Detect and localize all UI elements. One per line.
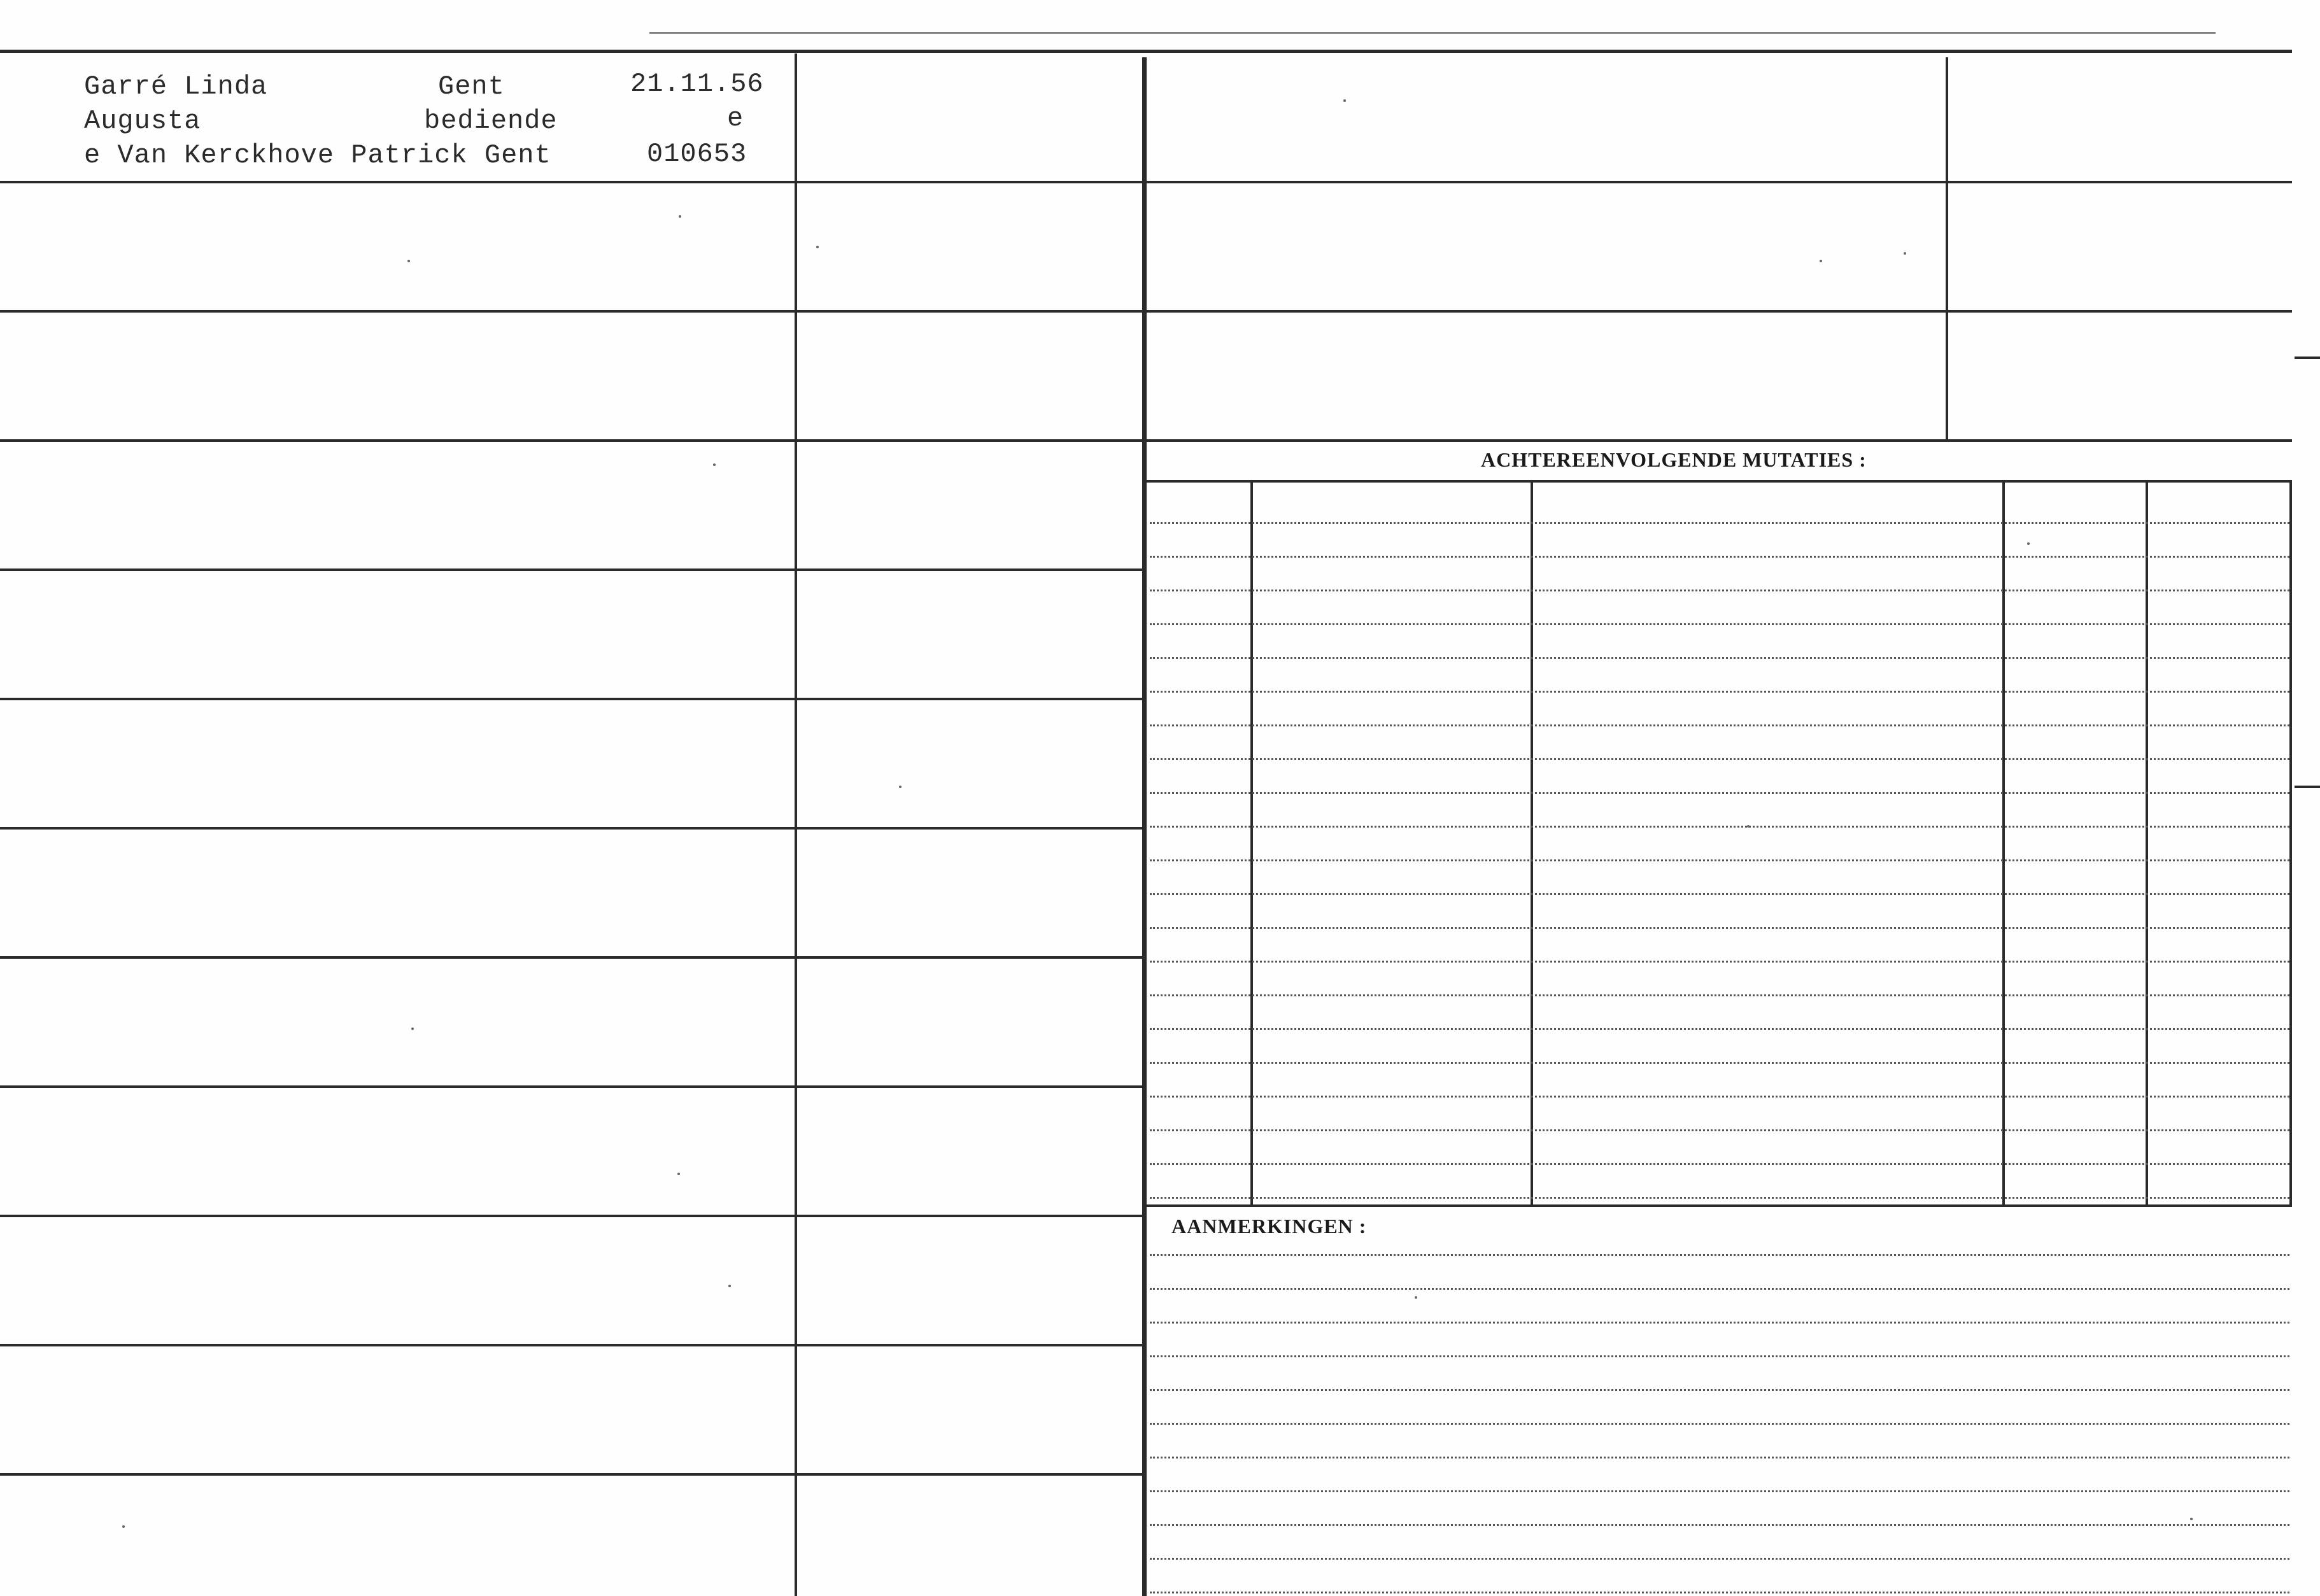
mutation-line	[1150, 691, 2289, 693]
top-border	[0, 50, 2292, 53]
row-divider	[0, 310, 1142, 313]
scan-speck	[2190, 1518, 2193, 1520]
mutation-line	[1150, 623, 2289, 625]
right-upper-divider	[1946, 57, 1948, 439]
mutation-line	[1150, 556, 2289, 558]
row-divider	[0, 956, 1142, 959]
mutation-line	[1150, 792, 2289, 794]
right-row-divider	[1147, 181, 2292, 183]
scan-speck	[1904, 252, 1906, 255]
place: Gent	[438, 71, 505, 102]
right-row-divider	[1147, 439, 2292, 442]
row-divider	[0, 1215, 1142, 1217]
mutation-line	[1150, 1028, 2289, 1030]
scan-speck	[816, 246, 819, 248]
right-row-divider	[1147, 310, 2292, 313]
row-divider	[0, 568, 1142, 571]
mutations-header-line	[1147, 480, 2292, 483]
spouse-line: e Van Kerckhove Patrick Gent	[84, 140, 551, 171]
scan-speck	[1747, 825, 1750, 828]
scan-speck	[122, 1525, 125, 1528]
scan-speck	[713, 463, 716, 466]
scan-speck	[679, 215, 681, 218]
scan-speck	[677, 1173, 680, 1175]
date: 21.11.56	[630, 69, 764, 99]
mutation-line	[1150, 1163, 2289, 1165]
remark-line	[1150, 1355, 2289, 1357]
scan-speck	[1415, 1296, 1417, 1299]
mutation-line	[1150, 590, 2289, 591]
remark-line	[1150, 1322, 2289, 1324]
remark-line	[1150, 1288, 2289, 1290]
row-divider	[0, 1344, 1142, 1346]
left-column-divider	[795, 53, 797, 1596]
mutations-heading: ACHTEREENVOLGENDE MUTATIES :	[1481, 448, 1867, 471]
scan-speck	[728, 1285, 731, 1287]
mutation-line	[1150, 826, 2289, 828]
remark-line	[1150, 1490, 2289, 1492]
scan-speck	[1343, 99, 1346, 102]
mutation-line	[1150, 724, 2289, 726]
row-divider	[0, 439, 1142, 442]
margin-tick	[2295, 357, 2320, 359]
mutation-line	[1150, 1096, 2289, 1098]
mutations-col-divider	[2289, 483, 2292, 1204]
mutation-line	[1150, 657, 2289, 659]
scan-speck	[899, 786, 902, 788]
mutation-line	[1150, 927, 2289, 929]
remark-line	[1150, 1457, 2289, 1458]
mutation-line	[1150, 758, 2289, 760]
scan-speck	[1820, 260, 1822, 262]
scan-speck	[2027, 542, 2030, 545]
remark-line	[1150, 1592, 2289, 1593]
code: 010653	[647, 139, 747, 169]
mutation-line	[1150, 859, 2289, 861]
row-divider	[0, 1473, 1142, 1476]
top-scan-edge	[649, 32, 2216, 34]
mutation-line	[1150, 893, 2289, 895]
remark-line	[1150, 1558, 2289, 1560]
mutation-line	[1150, 1062, 2289, 1064]
remark-line	[1150, 1254, 2289, 1256]
margin-tick	[2295, 786, 2320, 788]
remark-line	[1150, 1524, 2289, 1526]
mutation-line	[1150, 994, 2289, 996]
scan-speck	[411, 1028, 414, 1030]
remarks-heading: AANMERKINGEN :	[1171, 1215, 1367, 1238]
remark-line	[1150, 1423, 2289, 1425]
row-divider	[0, 1085, 1142, 1088]
mutation-line	[1150, 1129, 2289, 1131]
name-line-1: Garré Linda	[84, 71, 268, 102]
row-divider	[0, 181, 1142, 183]
mutation-line	[1150, 522, 2289, 524]
row-divider	[0, 827, 1142, 830]
row-divider	[0, 698, 1142, 700]
remark-line	[1150, 1389, 2289, 1391]
mutation-line	[1150, 1197, 2289, 1199]
name-line-2: Augusta	[84, 106, 201, 136]
date-suffix: e	[727, 103, 744, 134]
center-divider	[1142, 57, 1147, 1596]
scan-speck	[407, 260, 410, 262]
occupation: bediende	[424, 106, 558, 136]
mutations-bottom-line	[1147, 1204, 2292, 1207]
mutation-line	[1150, 961, 2289, 963]
